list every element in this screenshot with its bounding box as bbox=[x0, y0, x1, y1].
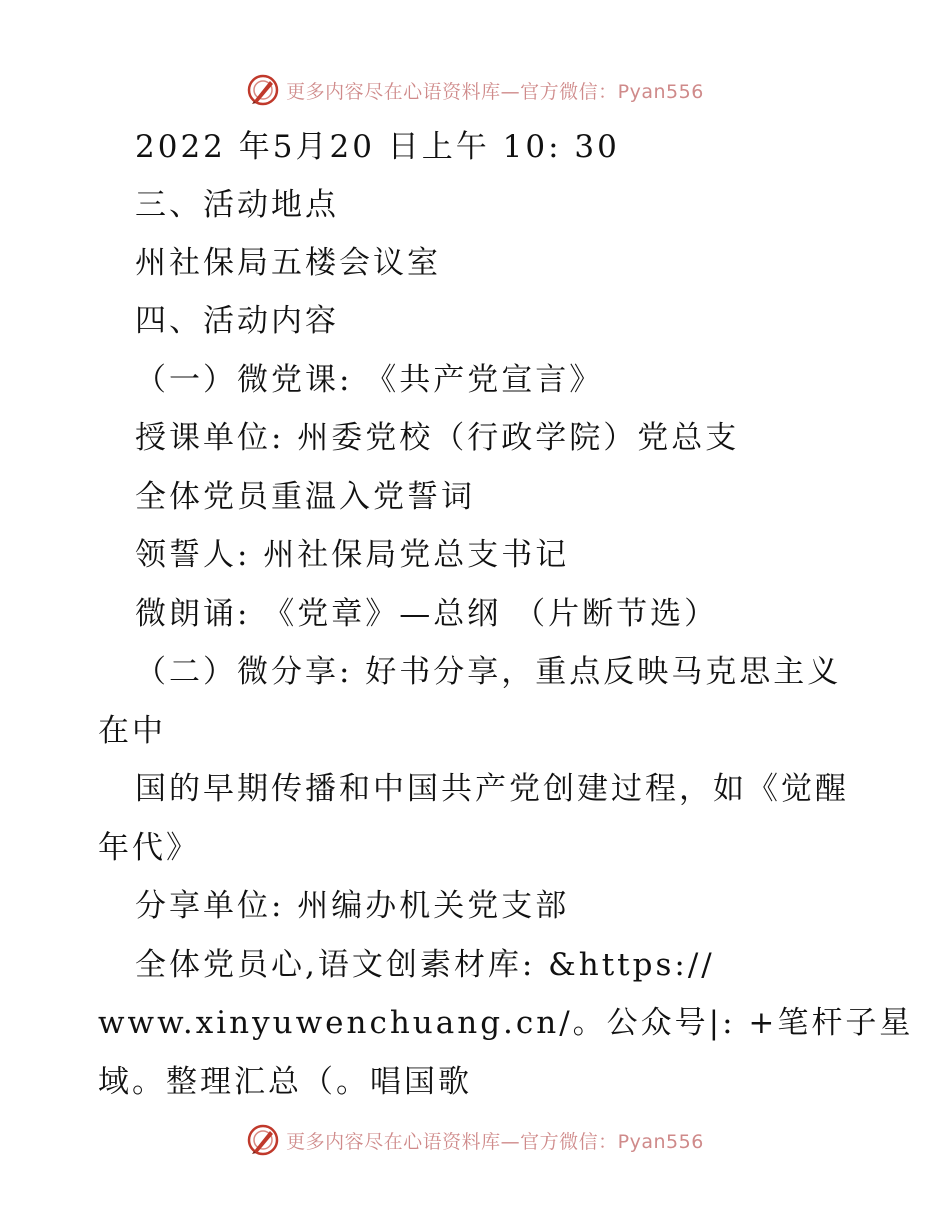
text-line: 2022 年5月20 日上午 10: 30 bbox=[135, 129, 620, 165]
text-line: （二）微分享: 好书分享，重点反映马克思主义 bbox=[135, 654, 842, 690]
text-line: 国的早期传播和中国共产党创建过程，如《觉醒 bbox=[135, 771, 849, 807]
text-line: 授课单位: 州委党校（行政学院）党总支 bbox=[135, 420, 740, 456]
text-line: 全体党员心,语文创素材库: &https:// bbox=[135, 947, 715, 983]
text-line: 分享单位: 州编办机关党支部 bbox=[135, 888, 570, 924]
text-line: 域。整理汇总（。唱国歌 bbox=[98, 1064, 472, 1100]
text-line: 在中 bbox=[98, 713, 166, 749]
text-line: 全体党员重温入党誓词 bbox=[135, 479, 475, 515]
text-line: www.xinyuwenchuang.cn/。公众号|: +笔杆子星 bbox=[98, 1005, 914, 1041]
text-line: 三、活动地点 bbox=[135, 187, 339, 223]
text-line: 领誓人: 州社保局党总支书记 bbox=[135, 537, 570, 573]
text-line: 微朗诵: 《党章》—总纲 （片断节选） bbox=[135, 596, 719, 632]
text-line: 州社保局五楼会议室 bbox=[135, 245, 441, 281]
pen-logo-icon bbox=[246, 73, 280, 107]
watermark-text: 更多内容尽在心语资料库—官方微信：Pyan556 bbox=[286, 1130, 704, 1153]
text-line: 年代》 bbox=[98, 830, 200, 866]
watermark-text: 更多内容尽在心语资料库—官方微信：Pyan556 bbox=[286, 80, 704, 103]
pen-logo-icon bbox=[246, 1123, 280, 1157]
header-watermark bbox=[0, 70, 950, 110]
text-line: （一）微党课: 《共产党宣言》 bbox=[135, 362, 604, 398]
footer-watermark bbox=[0, 1120, 950, 1160]
text-line: 四、活动内容 bbox=[135, 303, 339, 339]
